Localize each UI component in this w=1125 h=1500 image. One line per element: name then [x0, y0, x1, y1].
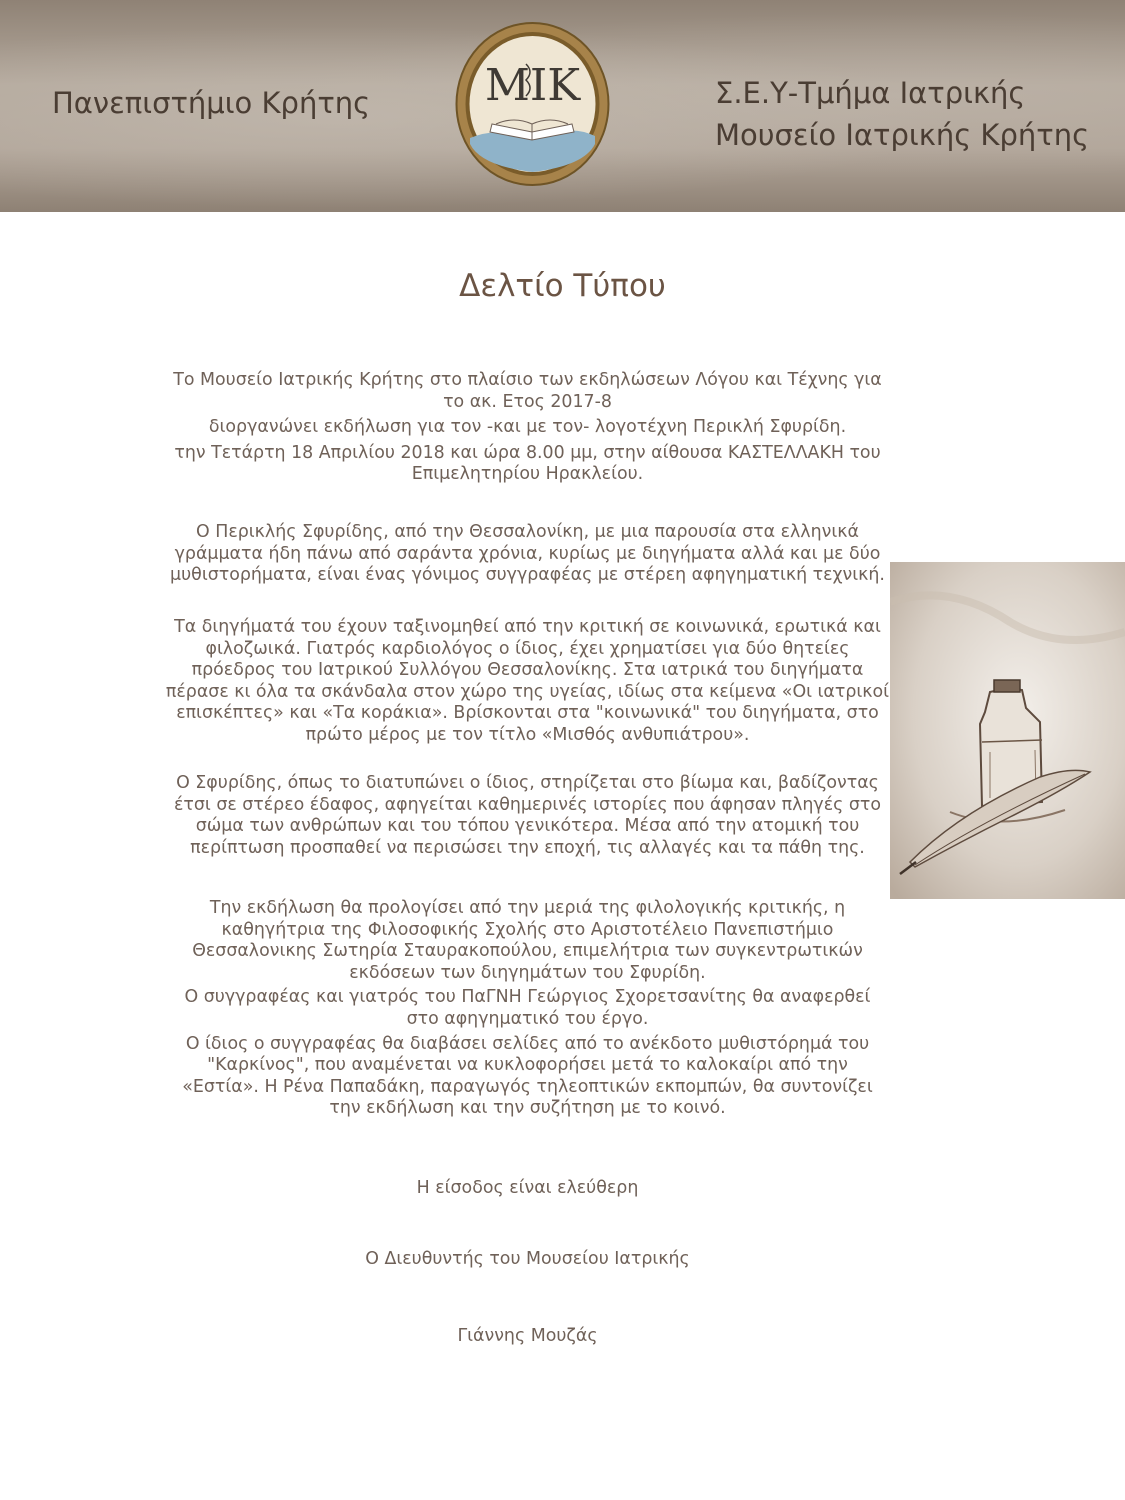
- text-line: Ο συγγραφέας και γιατρός του ΠαΓΝΗ Γεώργιος Σχορετσανίτης θα αναφερθεί: [184, 987, 871, 1008]
- page-title: Δελτίο Τύπου: [459, 268, 666, 304]
- text-line: Την εκδήλωση θα προλογίσει από την μεριά της φιλολογικής κριτικής, η: [209, 898, 846, 918]
- text-line: γράμματα ήδη πάνω από σαράντα χρόνια, κυρίως με διηγήματα αλλά και με δύο: [174, 543, 881, 564]
- text-line: Ο Σφυρίδης, όπως το διατυπώνει ο ίδιος, στηρίζεται στο βίωμα και, βαδίζοντας: [176, 773, 879, 793]
- intro-paragraph: [140, 370, 915, 486]
- university-name: Πανεπιστήμιο Κρήτης: [52, 86, 371, 120]
- museum-name: Μουσείο Ιατρικής Κρήτης: [715, 118, 1090, 152]
- paragraph-stories: [140, 617, 915, 747]
- department-block: [715, 72, 1089, 156]
- logo-lettering: ΜΙΚ: [484, 60, 581, 111]
- text-line: φιλοζωικά. Γιατρός καρδιολόγος ο ίδιος, έχει χρηματίσει για δύο θητείες: [205, 638, 850, 659]
- text-line: Τα διηγήματά του έχουν ταξινομηθεί από την κριτική σε κοινωνικά, ερωτικά και: [174, 617, 881, 637]
- text-line: διοργανώνει εκδήλωση για τον -και με τον- λογοτέχνη Περικλή Σφυρίδη.: [208, 417, 847, 438]
- inkwell-quill-illustration: [890, 562, 1125, 899]
- text-line: Θεσσαλονικης Σωτηρία Σταυρακοπούλου, επιμελήτρια των συγκεντρωτικών: [192, 941, 863, 962]
- text-line: έτσι σε στέρεο έδαφος, αφηγείται καθημερινές ιστορίες που άφησαν πληγές στο: [174, 794, 881, 815]
- text-line: καθηγήτρια της Φιλοσοφικής Σχολής στο Αριστοτέλειο Πανεπιστήμιο: [221, 919, 834, 940]
- paragraph-author: [140, 522, 915, 587]
- paragraph-style: [140, 773, 915, 859]
- director-name: Γιάννης Μουζάς: [457, 1326, 598, 1346]
- text-line: Ο ίδιος ο συγγραφέας θα διαβάσει σελίδες από το ανέκδοτο μυθιστόρημά του: [185, 1033, 870, 1054]
- text-line: επισκέπτες» και «Τα κοράκια». Βρίσκονται στα "κοινωνικά" του διηγήματα, στο: [176, 703, 879, 724]
- text-line: πρώτο μέρος με τον τίτλο «Μισθός ανθυπιάτρου».: [305, 724, 750, 745]
- museum-logo: [454, 20, 611, 188]
- text-line: Ο Περικλής Σφυρίδης, από την Θεσσαλονίκη, με μια παρουσία στα ελληνικά: [196, 522, 859, 542]
- text-line: Το Μουσείο Ιατρικής Κρήτης στο πλαίσιο των εκδηλώσεων Λόγου και Τέχνης για: [173, 370, 882, 390]
- text-line: σώμα των ανθρώπων και του τόπου γενικότερα. Μέσα από την ατομική του: [195, 816, 860, 837]
- text-line: Επιμελητηρίου Ηρακλείου.: [411, 464, 644, 485]
- text-line: "Καρκίνος", που αναμένεται να κυκλοφορήσει μετά το καλοκαίρι από την: [207, 1055, 848, 1076]
- text-line: την εκδήλωση και την συζήτηση με το κοινό.: [329, 1098, 726, 1119]
- header-banner: [0, 0, 1125, 212]
- text-line: περίπτωση προσπαθεί να περισώσει την εποχή, τις αλλαγές και τα πάθη της.: [190, 837, 865, 858]
- text-line: πρόεδρος του Ιατρικού Συλλόγου Θεσσαλονίκης. Στα ιατρικά του διηγήματα: [191, 660, 864, 681]
- director-title: Ο Διευθυντής του Μουσείου Ιατρικής: [365, 1249, 690, 1269]
- entry-note: Η είσοδος είναι ελεύθερη: [416, 1178, 639, 1198]
- text-line: την Τετάρτη 18 Απριλίου 2018 και ώρα 8.00 μμ, στην αίθουσα ΚΑΣΤΕΛΛΑΚΗ του: [174, 442, 881, 463]
- text-line: στο αφηγηματικό του έργο.: [406, 1008, 649, 1029]
- text-line: εκδόσεων των διηγημάτων του Σφυρίδη.: [349, 962, 706, 983]
- text-line: πέρασε κι όλα τα σκάνδαλα στον χώρο της υγείας, ιδίως στα κείμενα «Οι ιατρικοί: [165, 681, 890, 702]
- text-line: «Εστία». Η Ρένα Παπαδάκη, παραγωγός τηλεοπτικών εκπομπών, θα συντονίζει: [182, 1076, 873, 1097]
- department-name: Σ.Ε.Υ-Τμήμα Ιατρικής: [715, 76, 1026, 110]
- text-line: μυθιστορήματα, είναι ένας γόνιμος συγγραφέας με στέρεη αφηγηματική τεχνική.: [170, 565, 885, 586]
- paragraph-event: [140, 898, 915, 1120]
- text-line: το ακ. Ετος 2017-8: [443, 391, 612, 412]
